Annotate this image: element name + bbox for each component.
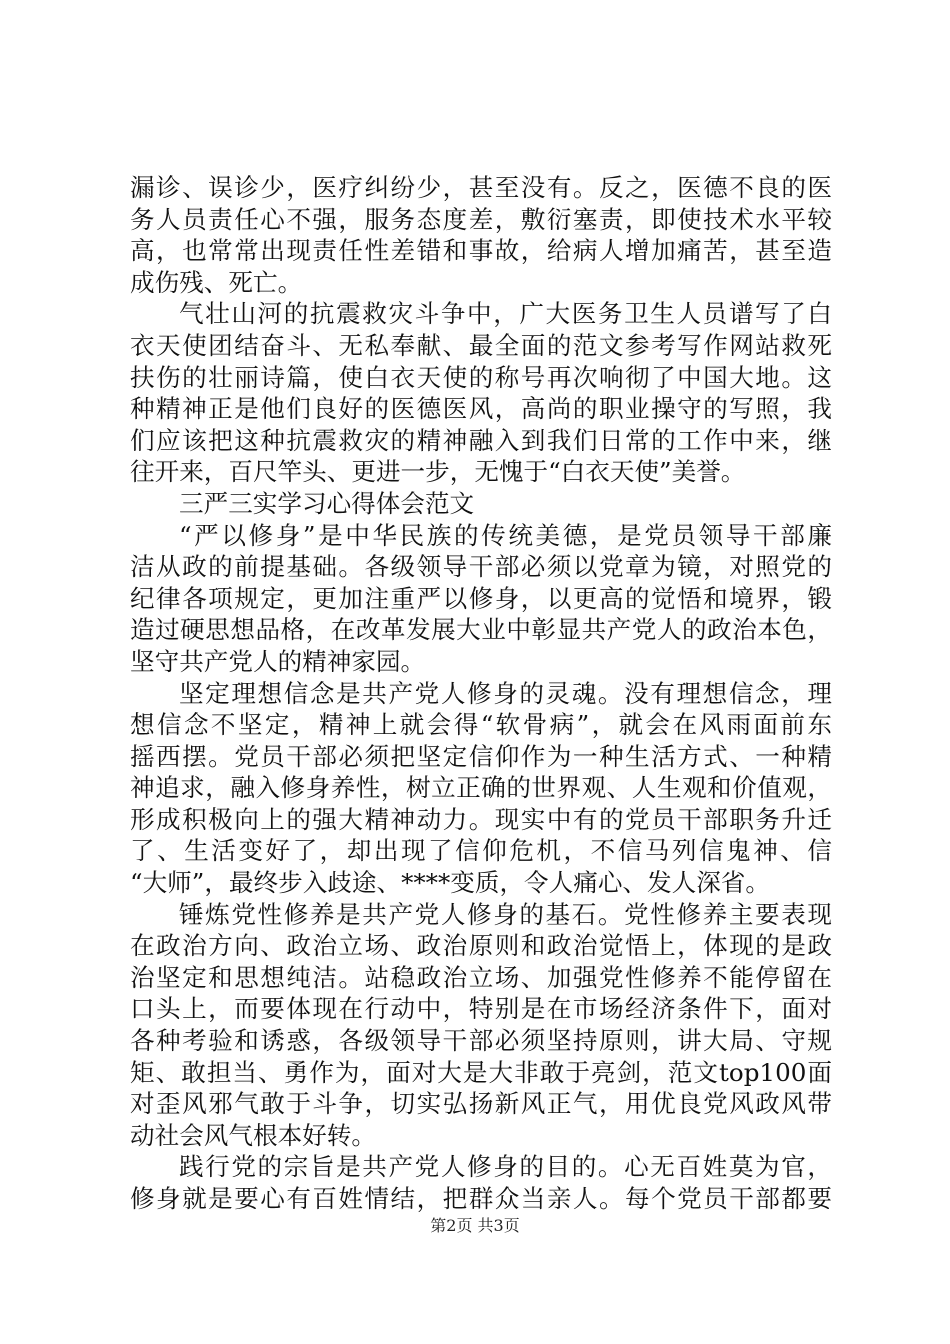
- text-line: 衣天使团结奋斗、无私奉献、最全面的范文参考写作网站救死: [130, 330, 832, 360]
- text-line: 矩、敢担当、勇作为，面对大是大非敢于亮剑，范文top100面: [130, 1057, 832, 1087]
- text-line: 高，也常常出现责任性差错和事故，给病人增加痛苦，甚至造: [130, 236, 832, 266]
- paragraph-start-line: 践行党的宗旨是共产党人修身的目的。心无百姓莫为官，: [179, 1152, 832, 1182]
- text-line: 纪律各项规定，更加注重严以修身，以更高的觉悟和境界，锻: [130, 583, 832, 613]
- text-line: 想信念不坚定，精神上就会得“软骨病”，就会在风雨面前东: [130, 710, 832, 740]
- text-line: 治坚定和思想纯洁。站稳政治立场、加强党性修养不能停留在: [130, 962, 832, 992]
- text-line: 洁从政的前提基础。各级领导干部必须以党章为镜，对照党的: [130, 552, 832, 582]
- page-number: 第2页 共3页: [430, 1216, 520, 1235]
- paragraph-start-line: 锤炼党性修养是共产党人修身的基石。党性修养主要表现: [179, 899, 832, 929]
- text-line: 务人员责任心不强，服务态度差，敷衍塞责，即使技术水平较: [130, 204, 832, 234]
- text-line: 摇西摆。党员干部必须把坚定信仰作为一种生活方式、一种精: [130, 741, 832, 771]
- text-line: 往开来，百尺竿头、更进一步，无愧于“白衣天使”美誉。: [130, 457, 746, 487]
- text-line: 动社会风气根本好转。: [130, 1120, 376, 1150]
- text-line: 对歪风邪气敢于斗争，切实弘扬新风正气，用优良党风政风带: [130, 1089, 832, 1119]
- text-line: 扶伤的壮丽诗篇，使白衣天使的称号再次响彻了中国大地。这: [130, 362, 832, 392]
- paragraph-start-line: “严以修身”是中华民族的传统美德，是党员领导干部廉: [179, 520, 832, 550]
- text-line: 修身就是要心有百姓情结，把群众当亲人。每个党员干部都要: [130, 1184, 832, 1213]
- text-line: 种精神正是他们良好的医德医风，高尚的职业操守的写照，我: [130, 394, 832, 424]
- section-heading: 三严三实学习心得体会范文: [179, 488, 475, 518]
- text-line: 形成积极向上的强大精神动力。现实中有的党员干部职务升迁: [130, 804, 832, 834]
- text-line: “大师”，最终步入歧途、****变质，令人痛心、发人深省。: [130, 868, 770, 898]
- text-line: 漏诊、误诊少，医疗纠纷少，甚至没有。反之，医德不良的医: [130, 173, 832, 202]
- text-line: 各种考验和诱惑，各级领导干部必须坚持原则，讲大局、守规: [130, 1026, 832, 1056]
- document-body: [130, 172, 832, 1215]
- text-line: 造过硬思想品格，在改革发展大业中彰显共产党人的政治本色，: [130, 615, 832, 645]
- text-line: 神追求，融入修身养性，树立正确的世界观、人生观和价值观，: [130, 773, 832, 803]
- text-line: 们应该把这种抗震救灾的精神融入到我们日常的工作中来，继: [130, 425, 832, 455]
- text-line: 坚守共产党人的精神家园。: [130, 646, 426, 676]
- text-line: 成伤残、死亡。: [130, 267, 303, 297]
- text-line: 口头上，而要体现在行动中，特别是在市场经济条件下，面对: [130, 994, 832, 1024]
- paragraph-start-line: 气壮山河的抗震救灾斗争中，广大医务卫生人员谱写了白: [179, 299, 832, 329]
- text-line: 在政治方向、政治立场、政治原则和政治觉悟上，体现的是政: [130, 931, 832, 961]
- paragraph-start-line: 坚定理想信念是共产党人修身的灵魂。没有理想信念，理: [179, 678, 832, 708]
- text-line: 了、生活变好了，却出现了信仰危机，不信马列信鬼神、信: [130, 836, 832, 866]
- page-footer: [0, 1216, 950, 1236]
